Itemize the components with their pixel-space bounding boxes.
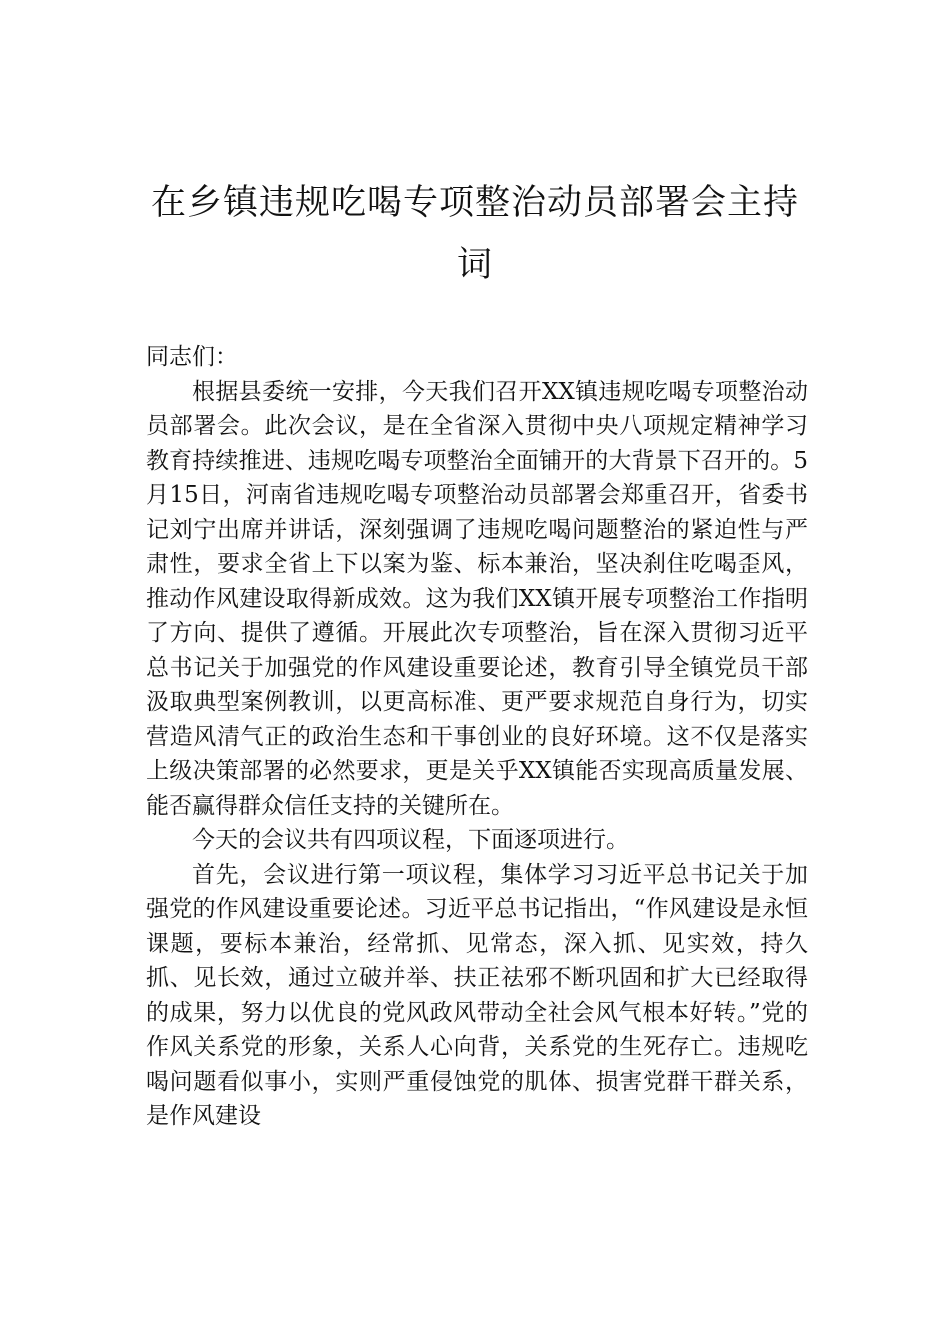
paragraph-3: 首先，会议进行第一项议程，集体学习习近平总书记关于加强党的作风建设重要论述。习近平总书记指出，“作风建设是永恒课题，要标本兼治，经常抓、见常态，深入抓、见实效，持久抓、见长效，通过立破并举、扶正祛邪不断巩固和扩大已经取得的成果，努力以优良的党风政风带动全社会风气根本好转。”党的作风关系党的形象，关系人心向背，关系党的生死存亡。违规吃喝问题看似事小，实则严重侵蚀党的肌体、损害党群干群关系，是作风建设 bbox=[146, 861, 808, 1129]
paragraph-2: 今天的会议共有四项议程，下面逐项进行。 bbox=[192, 827, 629, 853]
document-title: 在乡镇违规吃喝专项整治动员部署会主持词 bbox=[150, 183, 799, 285]
paragraph-1: 根据县委统一安排，今天我们召开XX镇违规吃喝专项整治动员部署会。此次会议，是在全省深入贯彻中央八项规定精神学习教育持续推进、违规吃喝专项整治全面铺开的大背景下召开的。5月15日，河南省违规吃喝专项整治动员部署会郑重召开，省委书记刘宁出席并讲话，深刻强调了违规吃喝问题整治的紧迫性与严肃性，要求全省上下以案为鉴、标本兼治，坚决刹住吃喝歪风，推动作风建设取得新成效。这为我们XX镇开展专项整治工作指明了方向、提供了遵循。开展此次专项整治，旨在深入贯彻习近平总书记关于加强党的作风建设重要论述，教育引导全镇党员干部汲取典型案例教训，以更高标准、更严要求规范自身行为，切实营造风清气正的政治生态和干事创业的良好环境。这不仅是落实上级决策部署的必然要求，更是关乎XX镇能否实现高质量发展、能否赢得群众信任支持的关键所在。 bbox=[146, 378, 808, 819]
salutation: 同志们： bbox=[146, 344, 238, 370]
document-body bbox=[146, 340, 808, 1134]
